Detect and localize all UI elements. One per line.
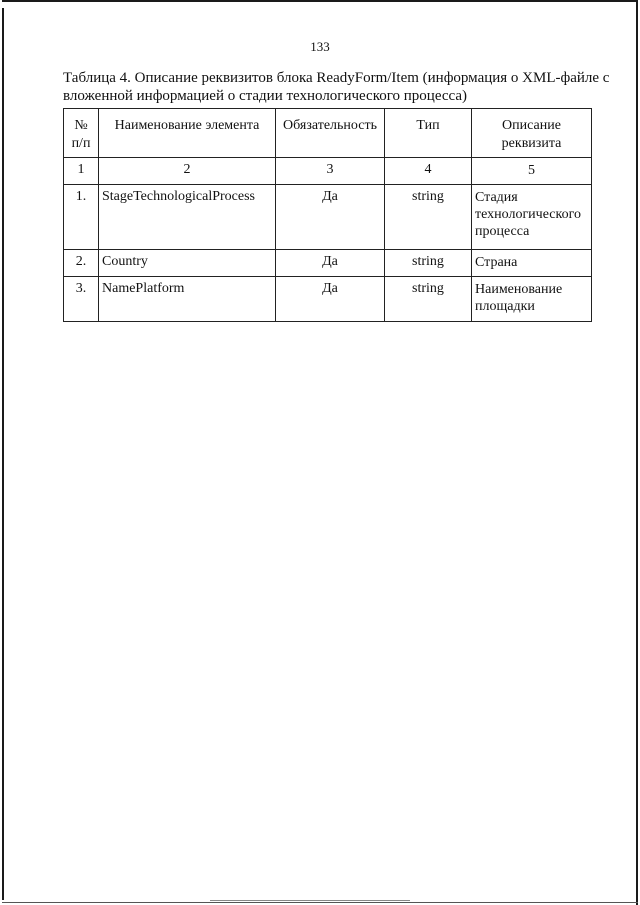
- header-type: Тип: [385, 109, 472, 158]
- attributes-table: [63, 108, 592, 322]
- type-value: string: [385, 250, 472, 277]
- required-value: Да: [276, 185, 385, 250]
- description-value: Страна: [472, 250, 592, 277]
- column-number: 5: [472, 158, 592, 185]
- column-number: 2: [99, 158, 276, 185]
- table-row: [64, 185, 592, 250]
- row-number: 2.: [64, 250, 99, 277]
- required-value: Да: [276, 250, 385, 277]
- row-number: 3.: [64, 277, 99, 322]
- element-name: NamePlatform: [99, 277, 276, 322]
- page-number: 133: [310, 39, 330, 54]
- scan-border-left: [2, 8, 4, 900]
- scan-border-bottom: [2, 902, 638, 903]
- table-header-row: [64, 109, 592, 158]
- scan-bottom-mark: [210, 900, 410, 901]
- header-number: № п/п: [64, 109, 99, 158]
- description-value: Наименование площадки: [472, 277, 592, 322]
- scan-border-right: [636, 0, 638, 905]
- column-number: 1: [64, 158, 99, 185]
- type-value: string: [385, 185, 472, 250]
- element-name: StageTechnologicalProcess: [99, 185, 276, 250]
- column-number: 4: [385, 158, 472, 185]
- element-name: Country: [99, 250, 276, 277]
- row-number: 1.: [64, 185, 99, 250]
- header-description: Описание реквизита: [472, 109, 592, 158]
- column-number: 3: [276, 158, 385, 185]
- column-number-row: [64, 158, 592, 185]
- required-value: Да: [276, 277, 385, 322]
- header-element-name: Наименование элемента: [99, 109, 276, 158]
- scan-border-top: [2, 0, 638, 2]
- table-row: [64, 250, 592, 277]
- header-required: Обязательность: [276, 109, 385, 158]
- table-caption: Таблица 4. Описание реквизитов блока ReadyForm/Item (информация о XML-файле с вложенной информацией о стадии технологического процесса): [63, 70, 610, 104]
- description-value: Стадия технологического процесса: [472, 185, 592, 250]
- table-row: [64, 277, 592, 322]
- type-value: string: [385, 277, 472, 322]
